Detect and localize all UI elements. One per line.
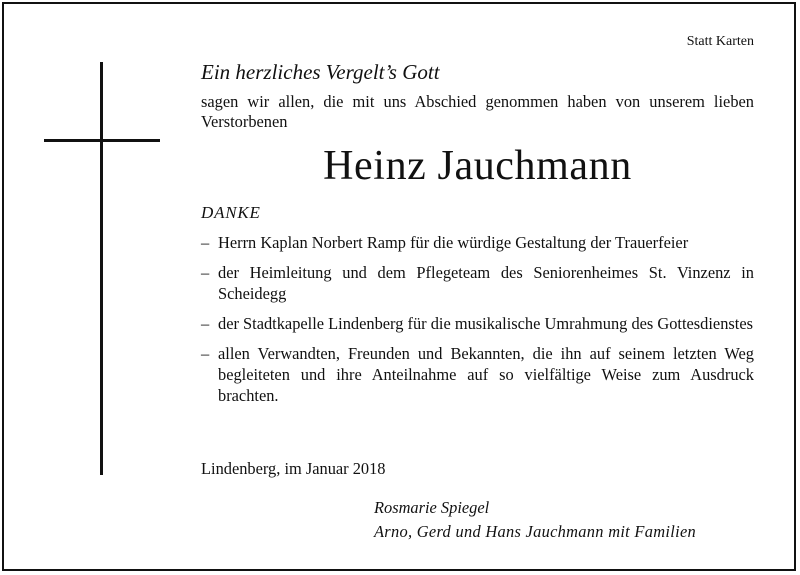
list-item-text: der Heimleitung und dem Pflegeteam des Seniorenheimes St. Vinzenz in Scheidegg	[218, 263, 754, 303]
list-item-text: der Stadtkapelle Lindenberg für die musikalische Umrahmung des Gottesdienstes	[218, 314, 753, 333]
signature-line-2: Arno, Gerd und Hans Jauchmann mit Familien	[374, 522, 697, 541]
list-item	[201, 232, 754, 253]
thanks-list	[201, 232, 754, 415]
dash-bullet: –	[201, 314, 210, 333]
place-date: Lindenberg, im Januar 2018	[201, 459, 386, 478]
dash-bullet: –	[201, 344, 210, 363]
cross-icon-vertical	[100, 62, 103, 475]
list-item	[201, 262, 754, 304]
cross-icon-horizontal	[44, 139, 160, 142]
list-item	[201, 343, 754, 406]
dash-bullet: –	[201, 263, 210, 282]
thanks-title: Ein herzliches Vergelt’s Gott	[201, 60, 440, 84]
deceased-name: Heinz Jauchmann	[323, 143, 632, 189]
signature-line-1: Rosmarie Spiegel	[374, 498, 490, 517]
intro-text: sagen wir allen, die mit uns Abschied genommen haben von unserem lieben Verstorbenen	[201, 92, 754, 131]
dash-bullet: –	[201, 233, 210, 252]
danke-heading: DANKE	[201, 203, 261, 222]
statt-karten-label: Statt Karten	[686, 34, 754, 49]
list-item	[201, 313, 754, 334]
list-item-text: Herrn Kaplan Norbert Ramp für die würdige Gestaltung der Trauerfeier	[218, 233, 689, 252]
list-item-text: allen Verwandten, Freunden und Bekannten, die ihn auf seinem letzten Weg begleiteten und ihre Anteilnahme auf so vielfältige Weise zum Ausdruck brachten.	[218, 344, 754, 405]
